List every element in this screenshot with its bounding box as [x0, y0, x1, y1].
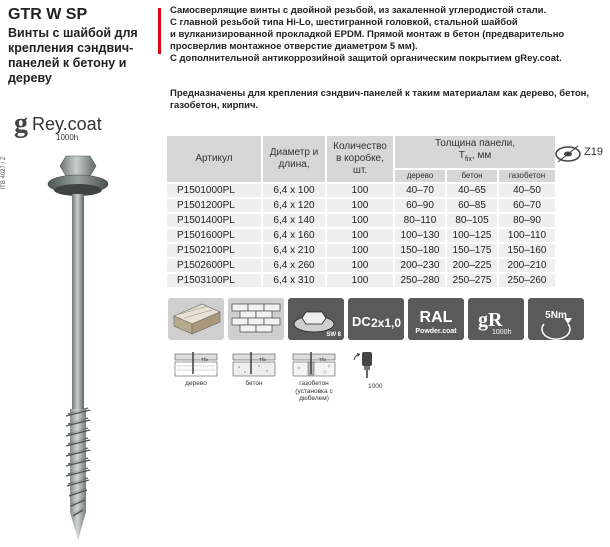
cell-qty: 100 — [327, 214, 393, 227]
concrete-install-icon — [229, 352, 279, 378]
cell-wood: 100–130 — [395, 229, 445, 242]
product-title: GTR W SP — [8, 6, 88, 23]
screw-illustration — [40, 152, 120, 542]
cell-qty: 100 — [327, 274, 393, 287]
product-description — [170, 5, 600, 65]
material-wood-label: дерево — [185, 380, 207, 387]
svg-text:2x1,0: 2x1,0 — [371, 316, 402, 330]
cell-wood: 40–70 — [395, 184, 445, 197]
header-thickness: Толщина панели, $T_{fix}$, мм — [395, 136, 555, 168]
svg-text:1000h: 1000h — [492, 329, 512, 336]
description-line: С главной резьбой типа Hi-Lo, шестигранной головкой, стальной шайбой — [170, 17, 518, 28]
svg-text:Powder.coat: Powder.coat — [415, 328, 457, 335]
cell-article: P1502100PL — [167, 244, 261, 257]
material-aerated-label: газобетон (установка с дюбелем) — [295, 380, 333, 402]
red-divider — [158, 8, 161, 54]
cell-qty: 100 — [327, 259, 393, 272]
cell-aerated: 150–160 — [499, 244, 555, 257]
purpose-text — [170, 88, 600, 112]
svg-text:1000h: 1000h — [56, 133, 79, 142]
cell-size: 6,4 x 260 — [263, 259, 325, 272]
wood-install-icon — [171, 352, 221, 378]
cell-qty: 100 — [327, 229, 393, 242]
description-line: просверлив монтажное отверстие диаметром 5 мм). — [170, 41, 418, 52]
header-qty: Количество в коробке, шт. — [327, 136, 393, 182]
z19-label: Z19 — [584, 146, 603, 158]
cell-qty: 100 — [327, 199, 393, 212]
svg-text:gR: gR — [478, 309, 503, 331]
description-line: и вулканизированной прокладкой EPDM. Прямой монтаж в бетон (предварительно — [170, 29, 565, 40]
header-wood: дерево — [395, 170, 445, 182]
aerated-concrete-install-icon — [289, 352, 339, 378]
cell-wood: 250–280 — [395, 274, 445, 287]
cell-qty: 100 — [327, 244, 393, 257]
description-line: С дополнительной антикоррозийной защитой органическим покрытием gRey.coat. — [170, 53, 562, 64]
cell-aerated: 40–50 — [499, 184, 555, 197]
header-aerated: газобетон — [499, 170, 555, 182]
product-subtitle: Винты с шайбой для крепления сэндвич-панелей к бетону и дереву — [8, 26, 138, 85]
description-line: Самосверлящие винты с двойной резьбой, из закаленной углеродистой стали. — [170, 5, 547, 16]
cell-aerated: 80–90 — [499, 214, 555, 227]
torque-5nm-icon — [528, 298, 584, 340]
table-row — [167, 259, 555, 272]
svg-text:Tfix: Tfix — [201, 357, 209, 362]
cell-concrete: 100–125 — [447, 229, 497, 242]
side-code: ITB 4027 / Z — [1, 156, 7, 190]
svg-text:g: g — [14, 108, 28, 139]
svg-text:Tfix: Tfix — [319, 357, 327, 362]
purpose-line: газобетон, кирпич. — [170, 100, 259, 111]
cell-wood: 150–180 — [395, 244, 445, 257]
ral-powder-coat-icon — [408, 298, 464, 340]
material-wood — [170, 352, 222, 388]
cell-qty: 100 — [327, 184, 393, 197]
table-row — [167, 274, 555, 287]
cell-article: P1501400PL — [167, 214, 261, 227]
svg-text:Rey.coat: Rey.coat — [32, 114, 102, 134]
svg-text:RAL: RAL — [419, 309, 453, 326]
dc-coating-icon — [348, 298, 404, 340]
cell-size: 6,4 x 210 — [263, 244, 325, 257]
wood-board-icon — [168, 298, 224, 340]
brick-wall-icon — [228, 298, 284, 340]
svg-text:DC: DC — [352, 314, 371, 329]
cell-aerated: 60–70 — [499, 199, 555, 212]
cell-concrete: 250–275 — [447, 274, 497, 287]
header-article: Артикул — [167, 136, 261, 182]
cell-article: P1502600PL — [167, 259, 261, 272]
grey-coat-logo — [12, 108, 132, 142]
svg-text:Tfix: Tfix — [259, 357, 267, 362]
sw8-label: SW 8 — [326, 332, 341, 338]
cell-concrete: 200–225 — [447, 259, 497, 272]
header-size: Диаметр и длина, — [263, 136, 325, 182]
cell-wood: 200–230 — [395, 259, 445, 272]
cell-aerated: 200–210 — [499, 259, 555, 272]
cell-size: 6,4 x 100 — [263, 184, 325, 197]
material-concrete-label: бетон — [245, 380, 263, 387]
cell-aerated: 100–110 — [499, 229, 555, 242]
svg-text:5Nm: 5Nm — [545, 310, 567, 321]
rpm-label: 1000 — [368, 383, 383, 390]
table-row — [167, 214, 555, 227]
header-concrete: бетон — [447, 170, 497, 182]
cell-wood: 80–110 — [395, 214, 445, 227]
cell-article: P1501200PL — [167, 199, 261, 212]
cell-article: P1501000PL — [167, 184, 261, 197]
cell-size: 6,4 x 160 — [263, 229, 325, 242]
cell-size: 6,4 x 310 — [263, 274, 325, 287]
material-concrete — [228, 352, 280, 388]
grey-coat-1000h-icon — [468, 298, 524, 340]
cell-concrete: 60–85 — [447, 199, 497, 212]
spec-table — [165, 134, 557, 289]
z19-washer-icon — [554, 142, 610, 166]
cell-concrete: 80–105 — [447, 214, 497, 227]
drill-icon — [350, 350, 380, 380]
table-row — [167, 184, 555, 197]
cell-size: 6,4 x 120 — [263, 199, 325, 212]
cell-article: P1501600PL — [167, 229, 261, 242]
hex-washer-sw8-icon — [288, 298, 344, 340]
table-row — [167, 229, 555, 242]
cell-wood: 60–90 — [395, 199, 445, 212]
purpose-line: Предназначены для крепления сэндвич-панелей к таким материалам как дерево, бетон, — [170, 88, 590, 99]
cell-size: 6,4 x 140 — [263, 214, 325, 227]
material-aerated-concrete — [288, 352, 340, 403]
cell-concrete: 150–175 — [447, 244, 497, 257]
cell-concrete: 40–65 — [447, 184, 497, 197]
cell-article: P1503100PL — [167, 274, 261, 287]
table-row — [167, 199, 555, 212]
table-row — [167, 244, 555, 257]
cell-aerated: 250–260 — [499, 274, 555, 287]
